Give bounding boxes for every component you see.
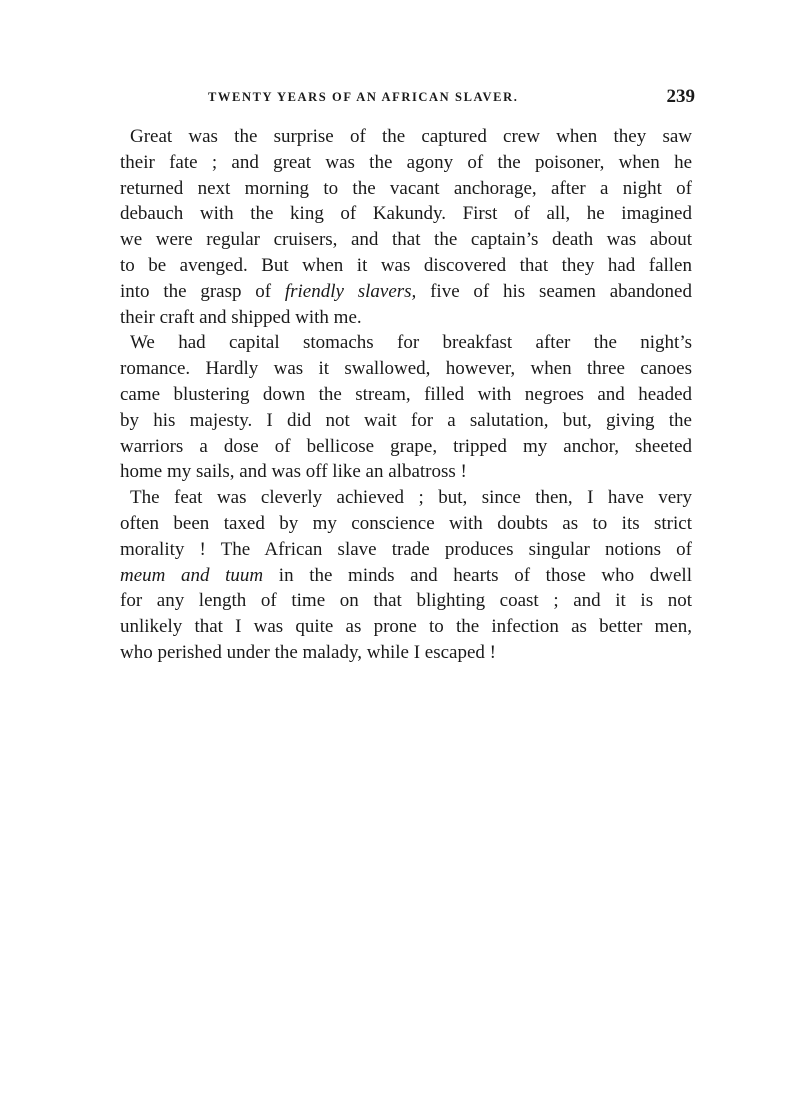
body-text (120, 124, 692, 666)
text-segment: in the minds and hearts of those who dwell (263, 564, 692, 586)
text-line (120, 227, 692, 253)
text-segment: returned next morning to the vacant anchorage, after a night of (120, 177, 692, 199)
text-segment: home my sails, and was off like an albatross ! (120, 461, 467, 483)
text-line (120, 511, 692, 537)
text-segment: morality ! The African slave trade produces singular notions of (120, 538, 692, 560)
text-segment: who perished under the malady, while I escaped ! (120, 641, 496, 663)
text-line (120, 305, 692, 331)
text-segment: Great was the surprise of the captured crew when they saw (130, 126, 692, 147)
italic-phrase: meum and tuum (120, 564, 264, 586)
text-segment: we were regular cruisers, and that the captain’s death was about (120, 229, 692, 251)
text-segment: We had capital stomachs for breakfast after the night’s (130, 332, 692, 354)
text-segment: into the grasp of (120, 280, 285, 302)
text-segment: their fate ; and great was the agony of the poisoner, when he (120, 151, 692, 173)
text-segment: unlikely that I was quite as prone to the infection as better men, (120, 616, 692, 638)
text-line (120, 382, 692, 408)
text-segment: warriors a dose of bellicose grape, tripped my anchor, sheeted (120, 435, 692, 457)
text-line (120, 124, 692, 150)
text-line (120, 408, 692, 434)
text-line (120, 279, 692, 305)
text-line (120, 330, 692, 356)
italic-phrase: friendly slavers, (284, 280, 417, 302)
text-segment: debauch with the king of Kakundy. First of all, he imagined (120, 203, 692, 225)
text-segment: to be avenged. But when it was discovered that they had fallen (120, 254, 692, 276)
text-segment: five of his seamen abandoned (416, 280, 692, 302)
text-line (120, 434, 692, 460)
text-line (120, 356, 692, 382)
text-segment: The feat was cleverly achieved ; but, since then, I have very (130, 487, 692, 509)
text-line (120, 253, 692, 279)
text-line (120, 614, 692, 640)
text-line (120, 563, 692, 589)
text-line (120, 485, 692, 511)
text-line (120, 201, 692, 227)
page-number: 239 (666, 86, 695, 107)
text-segment: romance. Hardly was it swallowed, however, when three canoes (120, 358, 692, 380)
text-segment: for any length of time on that blighting coast ; and it is not (120, 590, 692, 612)
text-line (120, 459, 692, 485)
text-line (120, 537, 692, 563)
text-segment: came blustering down the stream, filled with negroes and headed (120, 383, 692, 405)
text-segment: by his majesty. I did not wait for a salutation, but, giving the (120, 409, 692, 431)
text-segment: often been taxed by my conscience with doubts as to its strict (120, 512, 692, 534)
text-line (120, 150, 692, 176)
text-segment: their craft and shipped with me. (120, 306, 362, 328)
running-head (120, 86, 695, 110)
text-line (120, 588, 692, 614)
text-line (120, 640, 692, 666)
text-line (120, 176, 692, 202)
running-title: TWENTY YEARS OF AN AFRICAN SLAVER. (208, 90, 519, 104)
